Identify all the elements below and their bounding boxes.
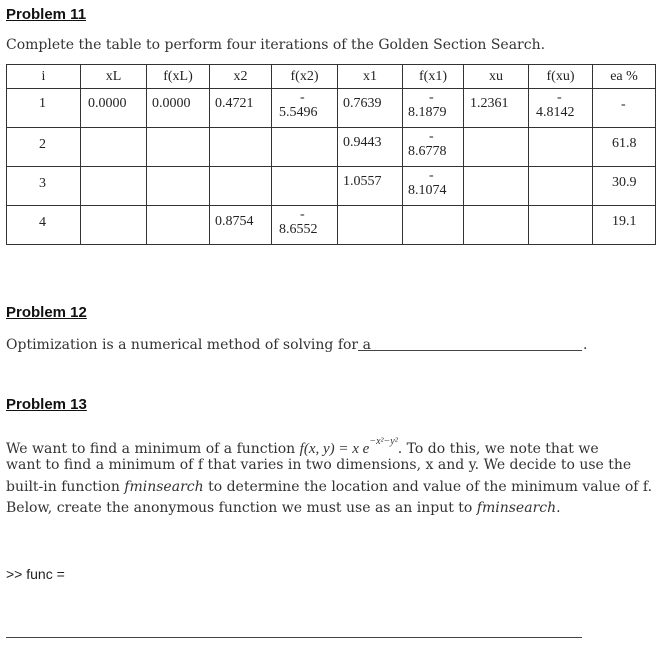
function-formula: f(x, y) = x $e^{-x^2-y^2}$: [299, 436, 398, 457]
cell-fx1: [403, 206, 464, 245]
cell-xl: [81, 128, 147, 167]
cell-i: 1: [7, 89, 81, 128]
col-header-fx1: f(x1): [403, 65, 464, 89]
cell-x2: 0.8754: [210, 206, 272, 245]
cell-fx2: - 8.6552: [272, 206, 338, 245]
cell-fx2: - 5.5496: [272, 89, 338, 128]
cell-ea: 19.1: [593, 206, 656, 245]
col-header-xu: xu: [464, 65, 529, 89]
cell-fxu: [529, 128, 593, 167]
cell-x1: 1.0557: [338, 167, 403, 206]
cell-x1: 0.9443: [338, 128, 403, 167]
problem-12-heading: Problem 12: [6, 304, 87, 321]
line1-post: . To do this, we note that we: [397, 441, 599, 457]
func-prompt: >> func =: [6, 566, 65, 582]
cell-ea: 61.8: [593, 128, 656, 167]
problem-13-heading: Problem 13: [6, 396, 87, 413]
fminsearch-ref: fminsearch: [124, 479, 204, 495]
cell-ea: 30.9: [593, 167, 656, 206]
table-row: [7, 128, 656, 167]
col-header-x2: x2: [210, 65, 272, 89]
problem-12-period: .: [583, 337, 588, 353]
cell-i: 4: [7, 206, 81, 245]
cell-x2: [210, 167, 272, 206]
problem-12-answer-blank[interactable]: [358, 350, 582, 351]
col-header-fxu: f(xu): [529, 65, 593, 89]
cell-x2: 0.4721: [210, 89, 272, 128]
cell-xu: 1.2361: [464, 89, 529, 128]
cell-xl: [81, 206, 147, 245]
col-header-x1: x1: [338, 65, 403, 89]
cell-fxl: 0.0000: [147, 89, 210, 128]
table-row: [7, 206, 656, 245]
col-header-fxl: f(xL): [147, 65, 210, 89]
cell-x2: [210, 128, 272, 167]
problem-13-line3: built-in function fminsearch to determine the location and value of the minimum value of f.: [6, 479, 653, 495]
col-header-i: i: [7, 65, 81, 89]
problem-13-line4: Below, create the anonymous function we must use as an input to fminsearch.: [6, 500, 561, 516]
cell-x1: 0.7639: [338, 89, 403, 128]
cell-ea: -: [593, 89, 656, 128]
table-header-row: [7, 65, 656, 89]
problem-11-heading: Problem 11: [6, 6, 87, 23]
cell-fxu: [529, 206, 593, 245]
cell-xu: [464, 167, 529, 206]
cell-fxu: - 4.8142: [529, 89, 593, 128]
problem-13-line2: want to find a minimum of f that varies in two dimensions, x and y. We decide to use the: [6, 457, 632, 473]
cell-xl: [81, 167, 147, 206]
cell-x1: [338, 206, 403, 245]
problem-13-answer-line[interactable]: [6, 637, 582, 638]
cell-xu: [464, 128, 529, 167]
line1-pre: We want to find a minimum of a function: [6, 441, 296, 457]
table-row: [7, 167, 656, 206]
cell-fx2: [272, 167, 338, 206]
cell-fxl: [147, 206, 210, 245]
cell-fxu: [529, 167, 593, 206]
problem-11-instruction: Complete the table to perform four iterations of the Golden Section Search.: [6, 37, 546, 53]
fminsearch-ref: fminsearch: [476, 500, 557, 516]
cell-xu: [464, 206, 529, 245]
cell-fxl: [147, 128, 210, 167]
col-header-ea: ea %: [593, 65, 656, 89]
cell-fx1: - 8.1879: [403, 89, 464, 128]
col-header-xl: xL: [81, 65, 147, 89]
cell-fx2: [272, 128, 338, 167]
cell-fxl: [147, 167, 210, 206]
cell-i: 2: [7, 128, 81, 167]
cell-fx1: - 8.1074: [403, 167, 464, 206]
col-header-fx2: f(x2): [272, 65, 338, 89]
cell-fx1: - 8.6778: [403, 128, 464, 167]
problem-12-text: Optimization is a numerical method of solving for a: [6, 337, 371, 353]
golden-section-table: [6, 64, 656, 245]
cell-xl: 0.0000: [81, 89, 147, 128]
cell-i: 3: [7, 167, 81, 206]
table-row: [7, 89, 656, 128]
